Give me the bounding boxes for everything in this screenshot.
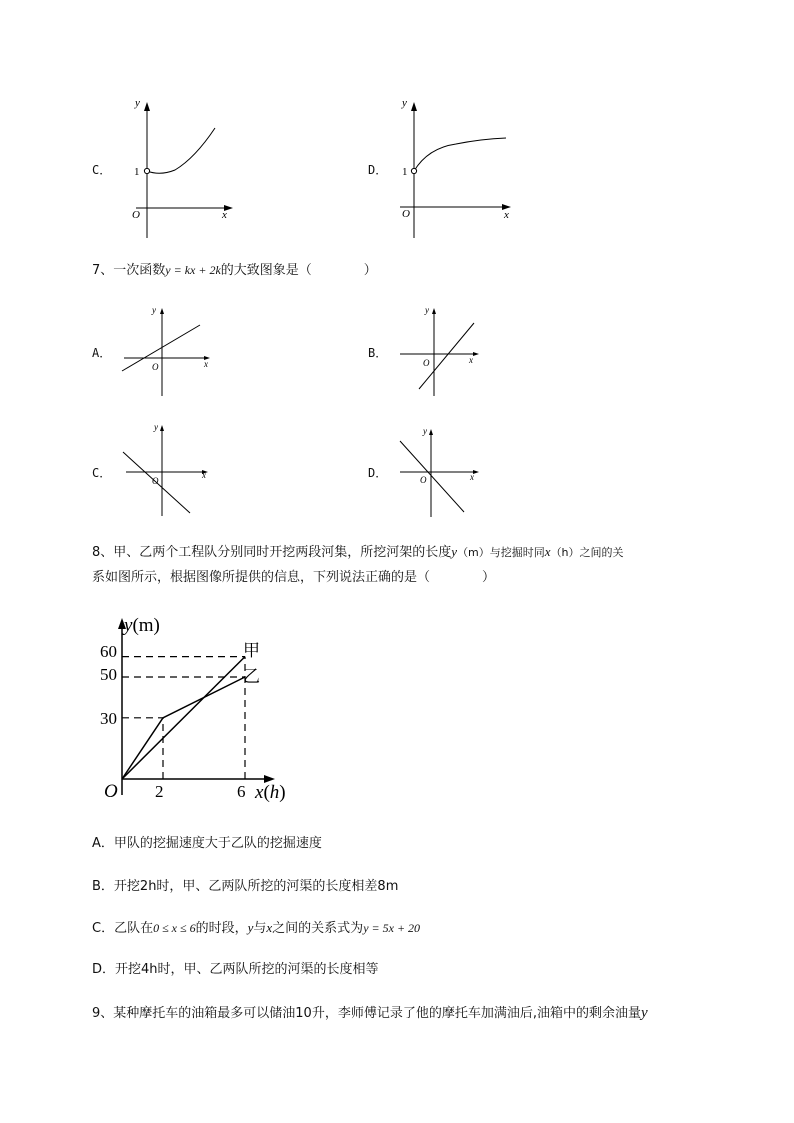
chart-legend-yi: 乙 [243,667,260,686]
q6-graph-c [130,92,240,242]
svg-text:O: O [423,358,430,368]
chart-ytick-50: 50 [100,665,117,684]
q6d-x-label: x [504,209,509,221]
chart-series-yi [122,677,245,779]
q8-option-b: B．开挖2h时，甲、乙两队所挖的河渠的长度相差8m [92,879,399,894]
q8-stem-line2: 系如图所示，根据图像所提供的信息，下列说法正确的是（ ） [92,570,496,585]
q7-formula: y = kx + 2k [165,263,221,277]
q8-option-c: C．乙队在0 ≤ x ≤ 6的时段，y与x之间的关系式为y = 5x + 20 [92,920,421,936]
q7-graph-b [394,303,494,398]
chart-xlabel: x(h) [255,782,286,803]
chart-ylabel: y(m) [124,615,160,636]
q7-option-b-letter: B． [368,346,388,360]
svg-text:x: x [204,359,208,369]
chart-ytick-30: 30 [100,709,117,728]
chart-xtick-2: 2 [155,782,164,801]
q7-option-a-letter: A． [92,346,112,360]
q7-option-c-letter: C． [92,466,112,480]
q6c-y-label: y [135,97,140,109]
svg-text:y: y [152,305,156,315]
q7-graph-a [118,303,218,398]
q7-graph-c [118,420,218,520]
chart-xtick-6: 6 [237,782,246,801]
q6d-origin-label: O [402,208,410,220]
chart-legend-jia: 甲 [243,641,260,660]
q6-option-d-letter: D． [368,163,388,177]
q8-option-a: A．甲队的挖掘速度大于乙队的挖掘速度 [92,836,322,851]
q9-stem: 9、某种摩托车的油箱最多可以储油10升，李师傅记录了他的摩托车加满油后,油箱中的剩余油量y [92,1005,648,1021]
q8-chart [92,605,312,810]
q6d-y-label: y [402,97,407,109]
svg-text:x: x [202,470,206,480]
q7-option-d-letter: D． [368,466,388,480]
svg-text:x: x [469,355,473,365]
svg-text:O: O [152,362,159,372]
svg-text:y: y [425,305,429,315]
q6c-origin-label: O [132,209,140,221]
svg-text:y: y [423,426,427,436]
svg-text:O: O [152,476,159,486]
q6d-one-label: 1 [402,166,408,178]
q8-stem-line1: 8、甲、乙两个工程队分别同时开挖两段河集，所挖河架的长度y（m）与挖掘时同x（h）之间的关 [92,544,624,560]
q6c-one-label: 1 [134,166,140,178]
chart-ytick-60: 60 [100,642,117,661]
q7-stem: 7、一次函数y = kx + 2k的大致图象是（ ） [92,263,377,278]
chart-origin: O [104,781,118,802]
q7-graph-d [394,424,494,519]
svg-text:x: x [470,472,474,482]
q6-graph-d [396,92,516,242]
q6-option-c-letter: C． [92,163,112,177]
svg-text:y: y [154,422,158,432]
svg-text:O: O [420,475,427,485]
q8-option-d: D．开挖4h时，甲、乙两队所挖的河渠的长度相等 [92,962,379,977]
q6c-x-label: x [222,209,227,221]
